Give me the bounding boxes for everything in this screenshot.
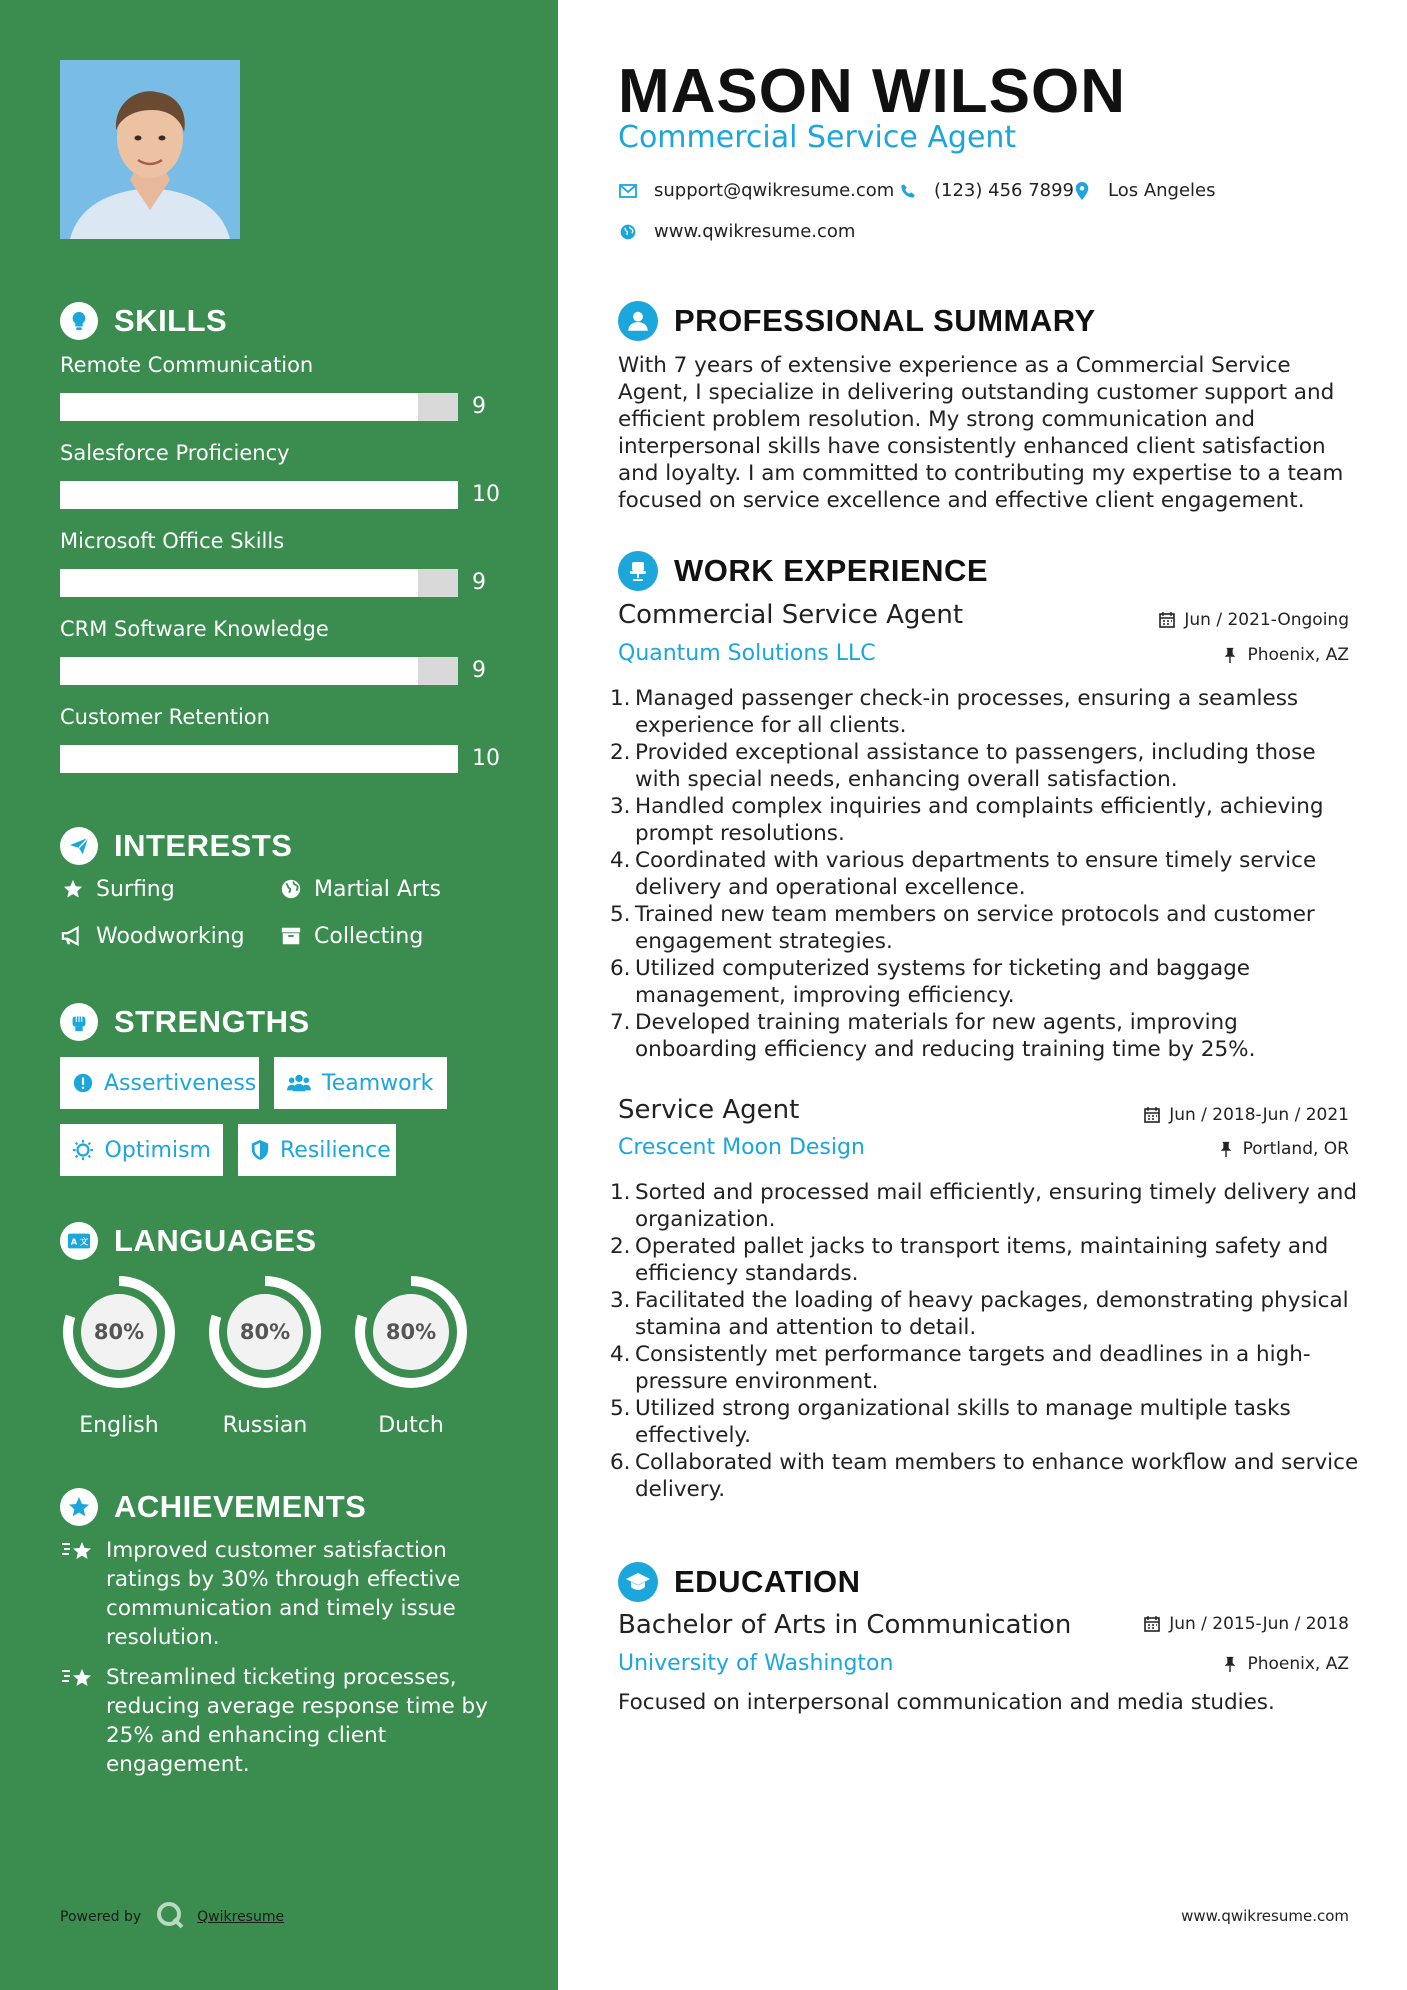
skill-value: 10 [472, 746, 500, 771]
strength-label: Optimism [104, 1137, 211, 1163]
map-marker-icon [1072, 181, 1092, 201]
interests-title: INTERESTS [114, 828, 293, 863]
duty-number: 5. [610, 1396, 631, 1421]
job-title: Service Agent [618, 1095, 800, 1125]
duty-item [610, 1287, 1360, 1341]
duty-item [610, 793, 1360, 847]
education-location [1221, 1654, 1349, 1674]
interest-item [278, 874, 441, 904]
language-percent: 80% [93, 1320, 145, 1344]
qwikresume-logo-icon [155, 1900, 185, 1934]
candidate-name: MASON WILSON [618, 57, 1126, 126]
skill-bar [60, 745, 458, 773]
duty-text: Provided exceptional assistance to passengers, including those with special needs, enhancing overall satisfaction. [635, 740, 1316, 792]
interest-label: Surfing [96, 876, 175, 902]
strength-label: Assertiveness [104, 1070, 257, 1096]
duty-number: 2. [610, 740, 631, 765]
calendar-icon [1143, 1615, 1161, 1633]
sidebar [0, 0, 558, 1990]
company-name: Crescent Moon Design [618, 1135, 865, 1160]
language-ring [350, 1271, 472, 1393]
skill-item [60, 526, 520, 595]
interest-item [60, 874, 175, 904]
skill-item [60, 614, 520, 683]
duty-item [610, 1341, 1360, 1395]
candidate-title: Commercial Service Agent [618, 120, 1017, 155]
job-location-text: Phoenix, AZ [1247, 645, 1349, 665]
languages-title: LANGUAGES [114, 1223, 317, 1258]
summary-heading [618, 299, 1096, 343]
skill-bar [60, 569, 458, 597]
language-name: Russian [222, 1413, 308, 1438]
duty-text: Managed passenger check-in processes, ensuring a seamless experience for all clients. [635, 686, 1299, 738]
powered-by-label: Powered by [60, 1909, 142, 1925]
globe-icon [278, 876, 304, 902]
skill-bar [60, 657, 458, 685]
office-chair-icon [618, 551, 658, 591]
language-item [204, 1271, 326, 1438]
duty-text: Utilized computerized systems for ticketing and baggage management, improving efficiency. [635, 956, 1250, 1008]
duties-list [610, 1179, 1360, 1503]
pushpin-icon [1217, 1140, 1235, 1158]
achievement-item [60, 1663, 500, 1779]
skill-bar [60, 481, 458, 509]
duty-item [610, 1009, 1360, 1063]
skill-item [60, 438, 520, 507]
summary-text: With 7 years of extensive experience as a Commercial Service Agent, I specialize in delivering outstanding customer support and efficient problem resolution. My strong communication and interpersonal skills have consistently enhanced client satisfaction and loyalty. I am committed to contributing my expertise to a team focused on service excellence and effective client engagement. [618, 353, 1344, 513]
company-name: Quantum Solutions LLC [618, 641, 876, 666]
pushpin-icon [1221, 646, 1239, 664]
skill-bar-fill [60, 569, 418, 597]
contact-website [618, 221, 855, 242]
language-name: English [79, 1413, 159, 1438]
language-ring [204, 1271, 326, 1393]
language-item [58, 1271, 180, 1438]
interest-item [278, 921, 423, 951]
duty-text: Operated pallet jacks to transport items, maintaining safety and efficiency standards. [635, 1234, 1329, 1286]
interests-heading [60, 826, 292, 866]
education-title: EDUCATION [674, 1564, 861, 1599]
duty-number: 2. [610, 1234, 631, 1259]
duty-number: 1. [610, 686, 631, 711]
school-name: University of Washington [618, 1651, 894, 1676]
duty-item [610, 847, 1360, 901]
achievements-title: ACHIEVEMENTS [114, 1489, 367, 1524]
duty-text: Coordinated with various departments to ensure timely service delivery and operational excellence. [635, 848, 1317, 900]
summary-title: PROFESSIONAL SUMMARY [674, 303, 1096, 338]
duty-item [610, 955, 1360, 1009]
skill-name: Remote Communication [60, 353, 314, 377]
duties-list [610, 685, 1360, 1063]
education-dates-text: Jun / 2015-Jun / 2018 [1169, 1614, 1349, 1634]
strengths-title: STRENGTHS [114, 1004, 310, 1039]
skill-bar [60, 393, 458, 421]
duty-number: 5. [610, 902, 631, 927]
duty-number: 7. [610, 1010, 631, 1035]
graduation-cap-icon [618, 1562, 658, 1602]
contact-phone [898, 180, 1074, 201]
duty-item [610, 1179, 1360, 1233]
skill-value: 9 [472, 570, 486, 595]
strength-chip [60, 1124, 223, 1176]
skill-bar-fill [60, 393, 418, 421]
skill-item [60, 350, 520, 419]
skills-title: SKILLS [114, 303, 228, 338]
duty-number: 6. [610, 956, 631, 981]
skill-item [60, 702, 520, 771]
duty-text: Handled complex inquiries and complaints efficiently, achieving prompt resolutions. [635, 794, 1324, 846]
job-dates-text: Jun / 2018-Jun / 2021 [1169, 1105, 1349, 1125]
education-location-text: Phoenix, AZ [1247, 1654, 1349, 1674]
strength-chip [238, 1124, 396, 1176]
sun-icon [72, 1137, 95, 1163]
strength-label: Teamwork [322, 1070, 434, 1096]
calendar-icon [1158, 611, 1176, 629]
duty-text: Utilized strong organizational skills to manage multiple tasks effectively. [635, 1396, 1291, 1448]
email-text[interactable]: support@qwikresume.com [654, 180, 895, 201]
interest-label: Woodworking [96, 923, 245, 949]
language-icon [60, 1222, 98, 1260]
envelope-icon [618, 181, 638, 201]
language-percent: 80% [239, 1320, 291, 1344]
skill-name: Customer Retention [60, 705, 270, 729]
degree-title: Bachelor of Arts in Communication [618, 1610, 1072, 1640]
users-icon [286, 1070, 312, 1096]
interest-label: Collecting [314, 923, 424, 949]
phone-icon [898, 181, 918, 201]
skill-bar-fill [60, 745, 458, 773]
job-title: Commercial Service Agent [618, 600, 964, 630]
interest-item [60, 921, 245, 951]
footer-website[interactable]: www.qwikresume.com [1181, 1907, 1349, 1925]
qwikresume-link[interactable]: Qwikresume [197, 1909, 285, 1925]
svg-text:文: 文 [79, 1236, 89, 1247]
experience-title: WORK EXPERIENCE [674, 553, 989, 588]
duty-item [610, 1395, 1360, 1449]
duty-item [610, 739, 1360, 793]
globe-icon [618, 222, 638, 242]
duty-text: Developed training materials for new agents, improving onboarding efficiency and reducing training time by 25%. [635, 1010, 1256, 1062]
language-ring [58, 1271, 180, 1393]
paper-plane-icon [60, 827, 98, 865]
job-location [1221, 645, 1349, 665]
exclamation-circle-icon [72, 1070, 94, 1096]
star-icon [60, 876, 86, 902]
skill-value: 10 [472, 482, 500, 507]
job-location [1217, 1139, 1349, 1159]
duty-text: Trained new team members on service protocols and customer engagement strategies. [635, 902, 1315, 954]
lightbulb-icon [60, 302, 98, 340]
strength-label: Resilience [280, 1137, 391, 1163]
skills-heading [60, 301, 227, 341]
strength-chip [60, 1057, 259, 1109]
duty-number: 6. [610, 1450, 631, 1475]
duty-number: 3. [610, 1288, 631, 1313]
contact-email [618, 180, 894, 201]
skill-bar-fill [60, 481, 458, 509]
job-dates [1158, 610, 1349, 630]
bullhorn-icon [60, 923, 86, 949]
duty-number: 1. [610, 1180, 631, 1205]
job-dates-text: Jun / 2021-Ongoing [1184, 610, 1349, 630]
achievement-text: Streamlined ticketing processes, reducing average response time by 25% and enhancing client engagement. [106, 1665, 488, 1777]
language-item [350, 1271, 472, 1438]
svg-text:A: A [70, 1236, 78, 1247]
shooting-star-icon [60, 1536, 96, 1566]
pushpin-icon [1221, 1655, 1239, 1673]
user-icon [618, 301, 658, 341]
duty-item [610, 901, 1360, 955]
phone-text: (123) 456 7899 [934, 180, 1075, 201]
job-dates [1143, 1105, 1349, 1125]
achievement-text: Improved customer satisfaction ratings by 30% through effective communication and timely issue resolution. [106, 1538, 461, 1650]
duty-item [610, 1233, 1360, 1287]
experience-heading [618, 549, 988, 593]
location-text: Los Angeles [1108, 180, 1216, 201]
duty-text: Sorted and processed mail efficiently, ensuring timely delivery and organization. [635, 1180, 1358, 1232]
duty-number: 4. [610, 1342, 631, 1367]
shield-icon [250, 1137, 270, 1163]
archive-icon [278, 923, 304, 949]
education-dates [1143, 1614, 1349, 1634]
duty-text: Collaborated with team members to enhance workflow and service delivery. [635, 1450, 1359, 1502]
star-badge-icon [60, 1488, 98, 1526]
raised-fist-icon [60, 1003, 98, 1041]
education-heading [618, 1560, 860, 1604]
skill-value: 9 [472, 658, 486, 683]
duty-number: 4. [610, 848, 631, 873]
shooting-star-icon [60, 1663, 96, 1693]
interest-label: Martial Arts [314, 876, 442, 902]
duty-text: Consistently met performance targets and deadlines in a high-pressure environment. [635, 1342, 1311, 1394]
skill-name: CRM Software Knowledge [60, 617, 329, 641]
language-name: Dutch [378, 1413, 444, 1438]
skill-name: Microsoft Office Skills [60, 529, 285, 553]
powered-by [60, 1900, 284, 1934]
duty-number: 3. [610, 794, 631, 819]
skill-bar-fill [60, 657, 418, 685]
contact-location [1072, 180, 1216, 201]
languages-heading [60, 1221, 317, 1261]
skill-name: Salesforce Proficiency [60, 441, 290, 465]
profile-photo [60, 60, 240, 239]
calendar-icon [1143, 1106, 1161, 1124]
strengths-heading [60, 1002, 310, 1042]
education-description: Focused on interpersonal communication and media studies. [618, 1690, 1275, 1715]
strength-chip [274, 1057, 447, 1109]
language-percent: 80% [385, 1320, 437, 1344]
job-location-text: Portland, OR [1242, 1139, 1349, 1159]
duty-text: Facilitated the loading of heavy packages, demonstrating physical stamina and attention to detail. [635, 1288, 1349, 1340]
duty-item [610, 685, 1360, 739]
achievement-item [60, 1536, 500, 1652]
website-text[interactable]: www.qwikresume.com [654, 221, 856, 242]
achievements-heading [60, 1487, 366, 1527]
duty-item [610, 1449, 1360, 1503]
skill-value: 9 [472, 394, 486, 419]
